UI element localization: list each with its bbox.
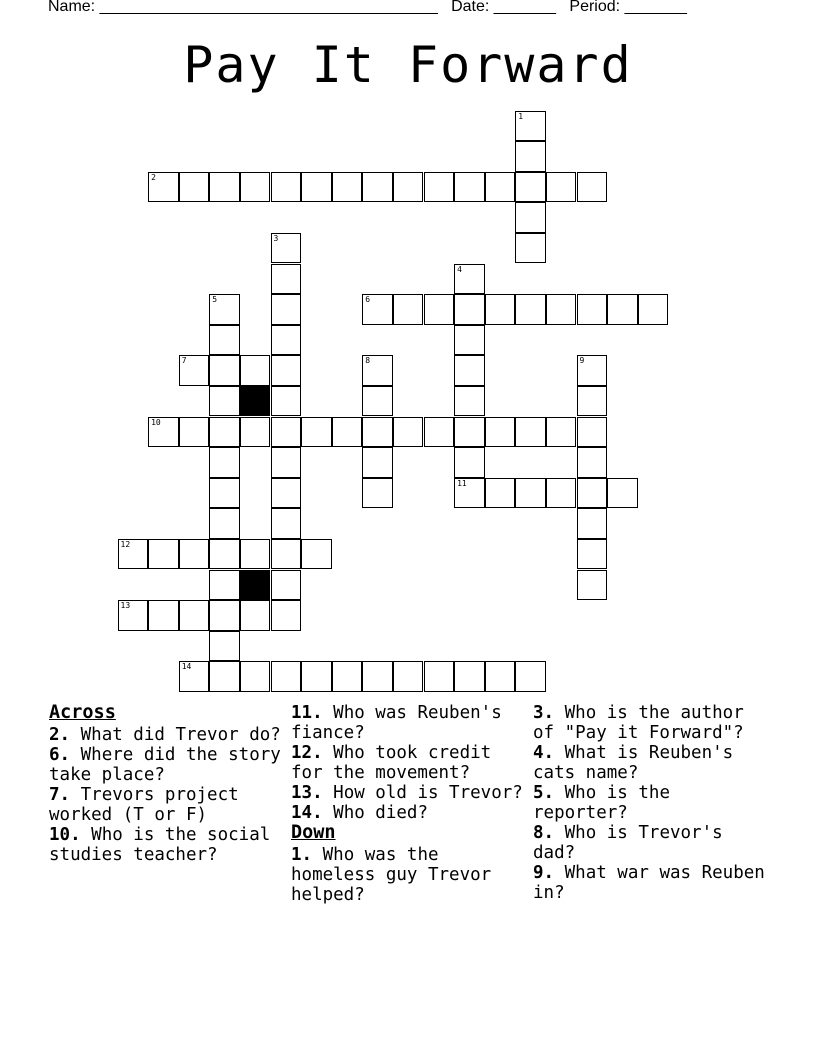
clue-number: 3 bbox=[273, 233, 279, 243]
grid-cell[interactable] bbox=[393, 417, 424, 448]
grid-cell[interactable] bbox=[515, 111, 546, 142]
grid-cell[interactable] bbox=[485, 172, 516, 203]
grid-cell[interactable] bbox=[577, 570, 608, 601]
grid-cell[interactable] bbox=[454, 386, 485, 417]
grid-cell[interactable] bbox=[209, 447, 240, 478]
clue-number: 12 bbox=[120, 539, 131, 549]
grid-cell[interactable] bbox=[454, 661, 485, 692]
grid-cell[interactable] bbox=[179, 172, 210, 203]
grid-cell[interactable] bbox=[362, 478, 393, 509]
grid-cell[interactable] bbox=[577, 447, 608, 478]
grid-cell[interactable] bbox=[577, 294, 608, 325]
grid-cell[interactable] bbox=[362, 447, 393, 478]
grid-cell[interactable] bbox=[424, 661, 455, 692]
grid-cell[interactable] bbox=[362, 355, 393, 386]
grid-cell[interactable] bbox=[393, 294, 424, 325]
grid-cell[interactable] bbox=[209, 661, 240, 692]
clue-number: 5 bbox=[212, 295, 218, 305]
period-label: Period: bbox=[569, 0, 621, 15]
grid-cell[interactable] bbox=[240, 600, 271, 631]
grid-cell[interactable] bbox=[546, 172, 577, 203]
grid-cell[interactable] bbox=[393, 661, 424, 692]
grid-cell[interactable] bbox=[209, 478, 240, 509]
grid-cell[interactable] bbox=[332, 172, 363, 203]
grid-cell[interactable] bbox=[454, 417, 485, 448]
grid-cell[interactable] bbox=[179, 417, 210, 448]
clue-across-14: 14. Who died? bbox=[291, 803, 428, 823]
grid-cell[interactable] bbox=[240, 661, 271, 692]
grid-cell[interactable] bbox=[271, 478, 302, 509]
grid-cell[interactable] bbox=[638, 294, 669, 325]
grid-cell[interactable] bbox=[271, 233, 302, 264]
grid-cell[interactable] bbox=[515, 417, 546, 448]
clue-across-11: 11. Who was Reuben's fiance? bbox=[291, 703, 502, 743]
grid-cell[interactable] bbox=[301, 661, 332, 692]
grid-cell[interactable] bbox=[515, 294, 546, 325]
grid-cell[interactable] bbox=[209, 539, 240, 570]
clue-number: 13 bbox=[120, 601, 131, 611]
grid-cell[interactable] bbox=[577, 539, 608, 570]
grid-cell[interactable] bbox=[118, 539, 149, 570]
grid-cell[interactable] bbox=[546, 417, 577, 448]
grid-cell[interactable] bbox=[485, 417, 516, 448]
grid-cell[interactable] bbox=[179, 355, 210, 386]
block-cell bbox=[240, 570, 271, 601]
grid-cell[interactable] bbox=[148, 600, 179, 631]
grid-cell[interactable] bbox=[515, 141, 546, 172]
clue-number: 8 bbox=[365, 356, 371, 366]
grid-cell[interactable] bbox=[271, 325, 302, 356]
date-label: Date: bbox=[451, 0, 490, 15]
grid-cell[interactable] bbox=[301, 539, 332, 570]
grid-cell[interactable] bbox=[515, 233, 546, 264]
grid-cell[interactable] bbox=[179, 661, 210, 692]
grid-cell[interactable] bbox=[454, 264, 485, 295]
grid-cell[interactable] bbox=[577, 417, 608, 448]
grid-cell[interactable] bbox=[393, 172, 424, 203]
grid-cell[interactable] bbox=[454, 172, 485, 203]
grid-cell[interactable] bbox=[179, 539, 210, 570]
clue-number: 7 bbox=[181, 356, 187, 366]
grid-cell[interactable] bbox=[607, 478, 638, 509]
name-label: Name: bbox=[48, 0, 96, 15]
grid-cell[interactable] bbox=[485, 478, 516, 509]
grid-cell[interactable] bbox=[209, 600, 240, 631]
grid-cell[interactable] bbox=[148, 417, 179, 448]
grid-cell[interactable] bbox=[271, 294, 302, 325]
grid-cell[interactable] bbox=[148, 539, 179, 570]
clue-across-7: 7. Trevors project worked (T or F) bbox=[49, 785, 239, 825]
grid-cell[interactable] bbox=[607, 294, 638, 325]
grid-cell[interactable] bbox=[118, 600, 149, 631]
grid-cell[interactable] bbox=[515, 661, 546, 692]
clues-column-2 bbox=[291, 703, 526, 905]
clue-across-13: 13. How old is Trevor? bbox=[291, 783, 523, 803]
grid-cell[interactable] bbox=[271, 355, 302, 386]
clue-number: 1 bbox=[518, 111, 524, 121]
grid-cell[interactable] bbox=[301, 172, 332, 203]
grid-cell[interactable] bbox=[148, 172, 179, 203]
down-heading: Down bbox=[291, 822, 336, 843]
block-cell bbox=[240, 386, 271, 417]
grid-cell[interactable] bbox=[271, 447, 302, 478]
name-blank[interactable]: ______________________________________ bbox=[99, 0, 438, 15]
grid-cell[interactable] bbox=[209, 355, 240, 386]
grid-cell[interactable] bbox=[546, 478, 577, 509]
clue-down-9: 9. What war was Reuben in? bbox=[533, 863, 765, 903]
grid-cell[interactable] bbox=[577, 386, 608, 417]
grid-cell[interactable] bbox=[240, 355, 271, 386]
grid-cell[interactable] bbox=[271, 661, 302, 692]
clue-number: 4 bbox=[457, 264, 462, 274]
grid-cell[interactable] bbox=[332, 417, 363, 448]
page-title: Pay It Forward bbox=[183, 36, 633, 94]
grid-cell[interactable] bbox=[240, 539, 271, 570]
grid-cell[interactable] bbox=[362, 386, 393, 417]
clue-number: 10 bbox=[151, 417, 161, 427]
grid-cell[interactable] bbox=[362, 294, 393, 325]
grid-cell[interactable] bbox=[301, 417, 332, 448]
clue-across-10: 10. Who is the social studies teacher? bbox=[49, 825, 271, 865]
grid-cell[interactable] bbox=[424, 417, 455, 448]
grid-cell[interactable] bbox=[179, 600, 210, 631]
grid-cell[interactable] bbox=[577, 478, 608, 509]
grid-cell[interactable] bbox=[209, 570, 240, 601]
grid-cell[interactable] bbox=[271, 570, 302, 601]
clue-number: 6 bbox=[365, 295, 371, 305]
grid-cell[interactable] bbox=[454, 294, 485, 325]
grid-cell[interactable] bbox=[240, 172, 271, 203]
clue-number: 11 bbox=[457, 478, 467, 488]
clue-across-2: 2. What did Trevor do? bbox=[49, 725, 281, 745]
period-blank[interactable]: _______ bbox=[624, 0, 687, 15]
grid-cell[interactable] bbox=[577, 355, 608, 386]
grid-cell[interactable] bbox=[209, 631, 240, 662]
grid-cell[interactable] bbox=[209, 417, 240, 448]
grid-cell[interactable] bbox=[424, 172, 455, 203]
clue-down-3: 3. Who is the author of "Pay it Forward"? bbox=[533, 703, 744, 743]
grid-cell[interactable] bbox=[454, 447, 485, 478]
grid-cell[interactable] bbox=[454, 325, 485, 356]
grid-cell[interactable] bbox=[515, 478, 546, 509]
grid-cell[interactable] bbox=[454, 478, 485, 509]
clue-down-8: 8. Who is Trevor's dad? bbox=[533, 823, 723, 863]
grid-cell[interactable] bbox=[271, 264, 302, 295]
clue-down-1: 1. Who was the homeless guy Trevor helped? bbox=[291, 845, 492, 905]
grid-cell[interactable] bbox=[271, 172, 302, 203]
clue-number: 2 bbox=[151, 172, 156, 182]
clue-number: 14 bbox=[181, 662, 192, 672]
grid-cell[interactable] bbox=[209, 325, 240, 356]
grid-cell[interactable] bbox=[515, 202, 546, 233]
clues-column-1 bbox=[49, 703, 284, 865]
grid-cell[interactable] bbox=[362, 417, 393, 448]
grid-cell[interactable] bbox=[209, 386, 240, 417]
grid-cell[interactable] bbox=[209, 294, 240, 325]
grid-cell[interactable] bbox=[271, 386, 302, 417]
grid-cell[interactable] bbox=[577, 172, 608, 203]
clue-across-6: 6. Where did the story take place? bbox=[49, 745, 281, 785]
grid-cell[interactable] bbox=[271, 600, 302, 631]
grid-cell[interactable] bbox=[271, 539, 302, 570]
header-fields bbox=[48, 0, 687, 16]
grid-cell[interactable] bbox=[424, 294, 455, 325]
clue-down-5: 5. Who is the reporter? bbox=[533, 783, 670, 823]
grid-cell[interactable] bbox=[209, 508, 240, 539]
grid-cell[interactable] bbox=[454, 355, 485, 386]
across-heading: Across bbox=[49, 702, 116, 723]
clues-column-3 bbox=[533, 703, 768, 903]
grid-cell[interactable] bbox=[271, 508, 302, 539]
grid-cell[interactable] bbox=[546, 294, 577, 325]
grid-cell[interactable] bbox=[485, 661, 516, 692]
date-blank[interactable]: _______ bbox=[493, 0, 557, 15]
grid-cell[interactable] bbox=[362, 661, 393, 692]
clue-across-12: 12. Who took credit for the movement? bbox=[291, 743, 492, 783]
grid-cell[interactable] bbox=[332, 661, 363, 692]
grid-cell[interactable] bbox=[577, 508, 608, 539]
grid-cell[interactable] bbox=[485, 294, 516, 325]
grid-cell[interactable] bbox=[209, 172, 240, 203]
clue-down-4: 4. What is Reuben's cats name? bbox=[533, 743, 734, 783]
grid-cell[interactable] bbox=[271, 417, 302, 448]
grid-cell[interactable] bbox=[362, 172, 393, 203]
clue-number: 9 bbox=[579, 356, 585, 366]
grid-cell[interactable] bbox=[515, 172, 546, 203]
grid-cell[interactable] bbox=[240, 417, 271, 448]
